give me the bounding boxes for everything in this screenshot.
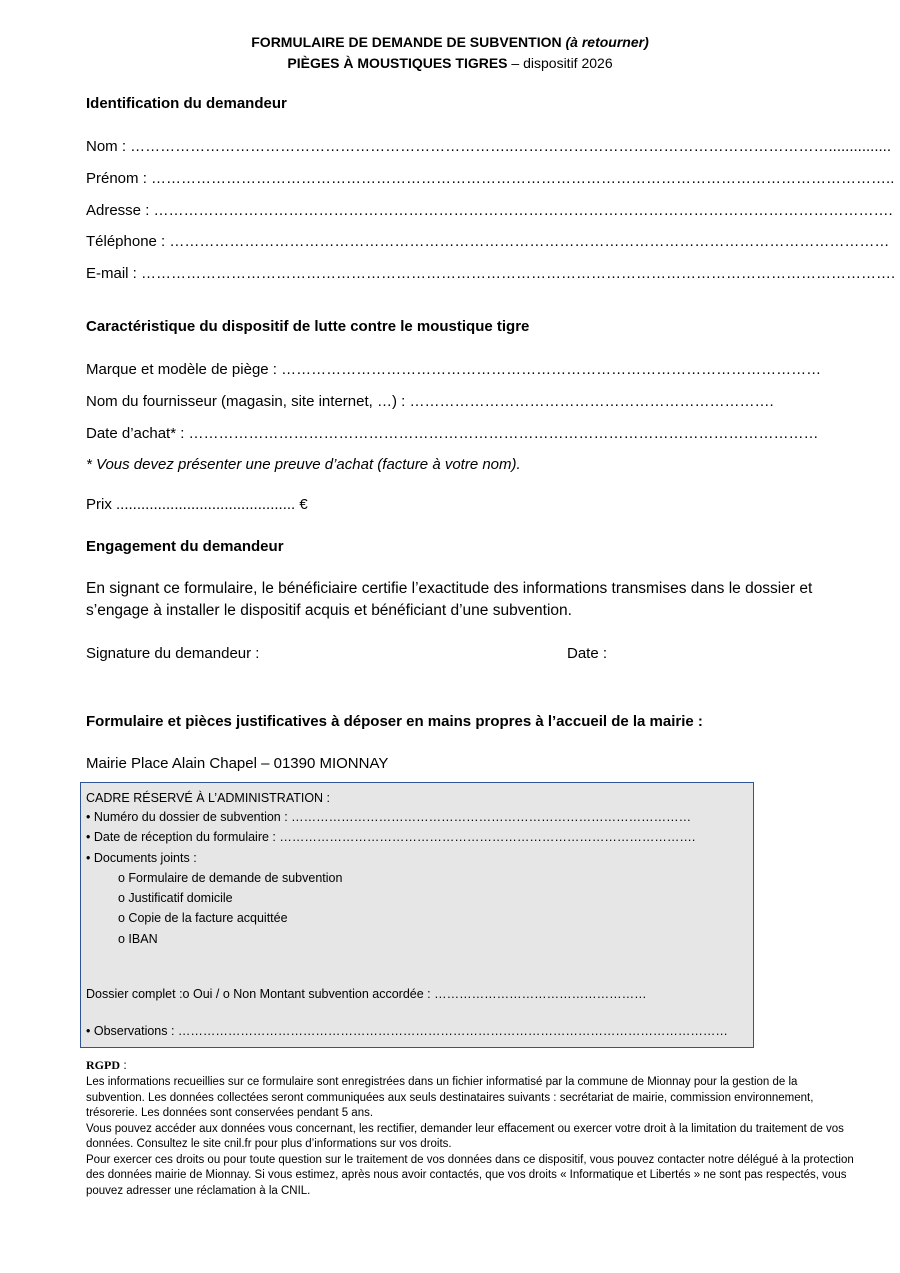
rgpd-heading	[86, 1058, 127, 1073]
rgpd-paragraph-2: Vous pouvez accéder aux données vous concernant, les rectifier, demander leur effacement ou exercer votre droit à la limitation du traitement de vos données. Consultez le site cnil.fr pour plus d’informations sur vos droits.	[86, 1122, 844, 1150]
trap-brand-field[interactable]: Marque et modèle de piège : ………………………………………………………………………………………………	[86, 361, 822, 378]
supplier-field[interactable]: Nom du fournisseur (magasin, site internet, …) : ……………………………………………………………….	[86, 393, 774, 410]
form-title	[0, 34, 900, 50]
purchase-proof-note: * Vous devez présenter une preuve d’achat (facture à votre nom).	[86, 456, 521, 473]
email-field[interactable]: E-mail : …………………………………………………………………………………………………………………………………….	[86, 265, 896, 282]
rgpd-paragraph-3: Pour exercer ces droits ou pour toute question sur le traitement de vos données dans ce dispositif, vous pouvez contacter notre délégué à la protection des données mairie de Mionnay. Si vous estimez, après nous avoir contactés, que vos droits « Informatique et Libertés » ne sont pas respectés, vous pouvez adresser une réclamation à la CNIL.	[86, 1153, 854, 1197]
signature-label: Signature du demandeur :	[86, 645, 260, 662]
date-label: Date :	[567, 645, 608, 662]
name-field[interactable]: Nom : …………………………………………………………………..………………………………………………………...............	[86, 138, 892, 155]
dossier-complete-line[interactable]: Dossier complet :o Oui / o Non Montant subvention accordée : ……………………………………………	[86, 987, 647, 1001]
rgpd-text	[86, 1075, 856, 1199]
engagement-heading: Engagement du demandeur	[86, 538, 284, 555]
deposit-heading: Formulaire et pièces justificatives à déposer en mains propres à l’accueil de la mairie :	[86, 713, 703, 730]
purchase-date-field[interactable]: Date d’achat* : ………………………………………………………………………………………………………………	[86, 425, 819, 442]
form-subtitle	[0, 55, 900, 71]
document-checkbox-domicile[interactable]: o Justificatif domicile	[118, 891, 233, 905]
identification-heading: Identification du demandeur	[86, 95, 287, 112]
phone-field[interactable]: Téléphone : ………………………………………………………………………………………………………………………………	[86, 233, 890, 250]
address-field[interactable]: Adresse : ………………………………………………………………………………………………………………………………….	[86, 202, 893, 219]
rgpd-paragraph-1: Les informations recueillies sur ce formulaire sont enregistrées dans un fichier informatisé par la commune de Mionnay pour la gestion de la subvention. Les données collectées seront communiquées aux seuls destinataires suivants : secrétariat de mairie, commission environnement, trésorerie. Les données sont conservées pendant 5 ans.	[86, 1076, 814, 1119]
admin-reserved-box	[80, 782, 754, 1048]
form-title-note: (à retourner)	[565, 34, 649, 50]
observations-field[interactable]: • Observations : ……………………………………………………………………………………………………………………	[86, 1024, 728, 1038]
firstname-field[interactable]: Prénom : …………………………………………………………………………………………………………………………………..	[86, 170, 895, 187]
price-field[interactable]: Prix ........................................... €	[86, 496, 308, 513]
reception-date-field[interactable]: • Date de réception du formulaire : ……………………………………………………………………………………….	[86, 830, 696, 844]
form-subtitle-rest: – dispositif 2026	[511, 55, 613, 71]
rgpd-title: RGPD	[86, 1058, 120, 1072]
file-number-field[interactable]: • Numéro du dossier de subvention : ……………………………………………………………………………………	[86, 810, 692, 824]
document-checkbox-iban[interactable]: o IBAN	[118, 932, 158, 946]
document-checkbox-invoice[interactable]: o Copie de la facture acquittée	[118, 911, 288, 925]
document-checkbox-form[interactable]: o Formulaire de demande de subvention	[118, 871, 343, 885]
mairie-address: Mairie Place Alain Chapel – 01390 MIONNAY	[86, 755, 389, 772]
rgpd-title-suffix: :	[120, 1058, 127, 1072]
engagement-text: En signant ce formulaire, le bénéficiaire certifie l’exactitude des informations transmises dans le dossier et s’engage à installer le dispositif acquis et bénéficiant d’une subvention.	[86, 580, 813, 619]
form-title-main: FORMULAIRE DE DEMANDE DE SUBVENTION	[251, 34, 562, 50]
admin-title: CADRE RÉSERVÉ À L’ADMINISTRATION :	[86, 791, 331, 805]
documents-label: • Documents joints :	[86, 851, 197, 865]
device-heading: Caractéristique du dispositif de lutte contre le moustique tigre	[86, 318, 530, 335]
form-subtitle-main: PIÈGES À MOUSTIQUES TIGRES	[287, 55, 508, 71]
